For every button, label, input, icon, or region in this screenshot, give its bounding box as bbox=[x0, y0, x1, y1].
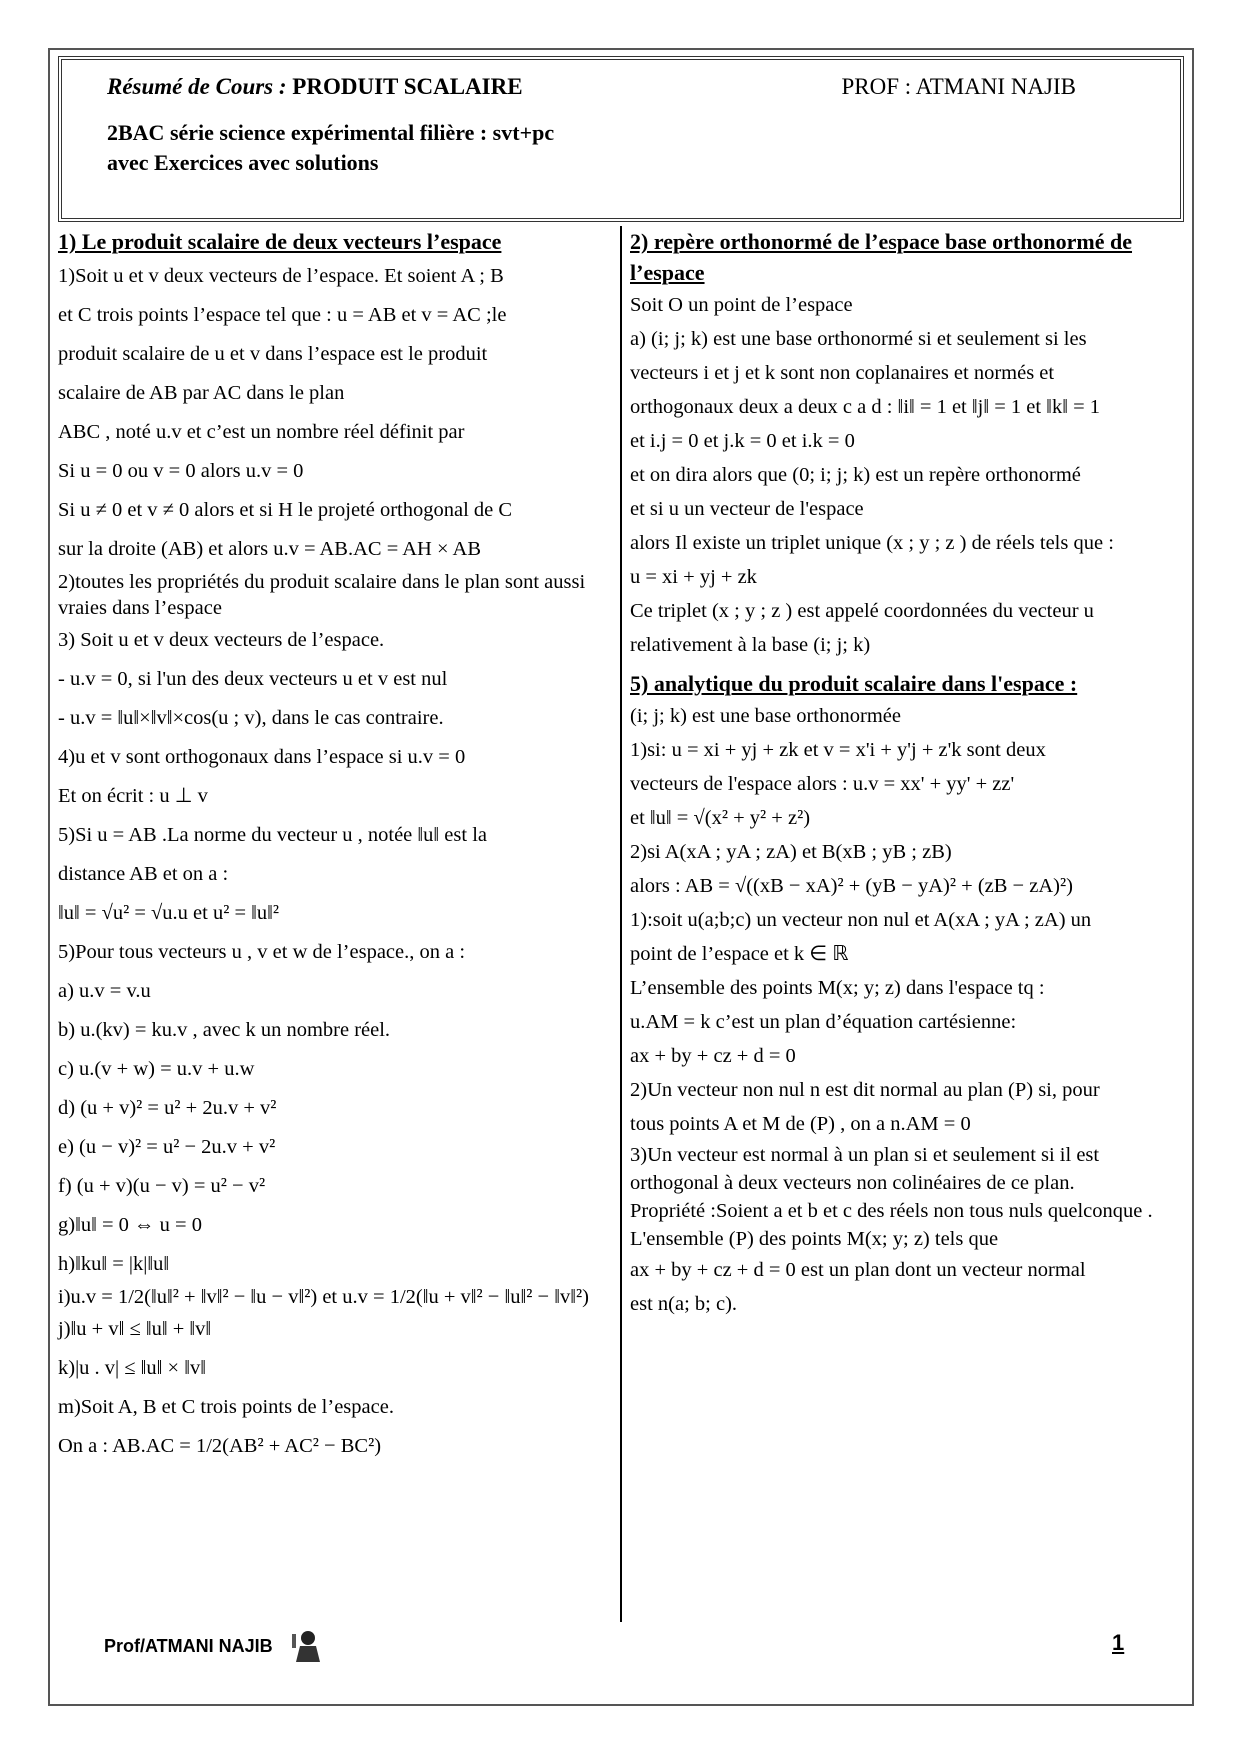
right-line-8: alors Il existe un triplet unique (x ; y ; z ) de réels tels que : bbox=[630, 532, 1114, 554]
analytic-line-1: (i; j; k) est une base orthonormée bbox=[630, 705, 901, 727]
left-line-4: scalaire de AB par AC dans le plan bbox=[58, 382, 345, 404]
analytic-line-17: est n(a; b; c). bbox=[630, 1293, 738, 1315]
left-line-14: Et on écrit : u ⊥ v bbox=[58, 785, 208, 807]
course-title-line bbox=[107, 74, 523, 100]
right-lines bbox=[630, 288, 1182, 662]
analytic-line-12: 2)Un vecteur non nul n est dit normal au plan (P) si, pour bbox=[630, 1079, 1100, 1101]
section-title-analytic: 5) analytique du produit scalaire dans l'espace : bbox=[630, 671, 1078, 696]
class-line: 2BAC série science expérimental filière : svt+pc bbox=[107, 120, 555, 145]
left-line-21: c) u.(v + w) = u.v + u.w bbox=[58, 1058, 255, 1080]
left-line-23: e) (u − v)² = u² − 2u.v + v² bbox=[58, 1136, 276, 1158]
left-line-17: ‖u‖ = √u² = √u.u et u² = ‖u‖² bbox=[58, 902, 280, 924]
right-line-11: relativement à la base (i; j; k) bbox=[630, 634, 871, 656]
left-line-7: Si u ≠ 0 et v ≠ 0 alors et si H le projeté orthogonal de C bbox=[58, 499, 513, 521]
right-lines2 bbox=[630, 699, 1182, 1321]
left-line-5: ABC , noté u.v et c’est un nombre réel définit par bbox=[58, 421, 465, 443]
analytic-line-16: ax + by + cz + d = 0 est un plan dont un vecteur normal bbox=[630, 1259, 1086, 1281]
header-box bbox=[58, 56, 1184, 222]
prof-name: PROF : ATMANI NAJIB bbox=[841, 74, 1076, 99]
left-column bbox=[58, 226, 610, 1466]
course-title: PRODUIT SCALAIRE bbox=[292, 74, 523, 99]
analytic-line-15: Propriété :Soient a et b et c des réels non tous nuls quelconque . L'ensemble (P) des points M(x; y; z) tels que bbox=[630, 1200, 1153, 1250]
right-line-4: orthogonaux deux a deux c a d : ‖i‖ = 1 et ‖j‖ = 1 et ‖k‖ = 1 bbox=[630, 396, 1101, 418]
page-number: 1 bbox=[1112, 1630, 1125, 1655]
analytic-line-4: et ‖u‖ = √(x² + y² + z²) bbox=[630, 807, 811, 829]
analytic-line-13: tous points A et M de (P) , on a n.AM = 0 bbox=[630, 1113, 971, 1135]
analytic-line-7: 1):soit u(a;b;c) un vecteur non nul et A(xA ; yA ; zA) un bbox=[630, 909, 1092, 931]
section-title-scalar-product: 1) Le produit scalaire de deux vecteurs l’espace bbox=[58, 229, 502, 254]
left-line-6: Si u = 0 ou v = 0 alors u.v = 0 bbox=[58, 460, 304, 482]
left-line-30: m)Soit A, B et C trois points de l’espace. bbox=[58, 1396, 394, 1418]
right-line-1: Soit O un point de l’espace bbox=[630, 294, 853, 316]
right-line-2: a) (i; j; k) est une base orthonormé si et seulement si les bbox=[630, 328, 1087, 350]
right-column bbox=[630, 226, 1182, 1321]
left-line-11: - u.v = 0, si l'un des deux vecteurs u et v est nul bbox=[58, 668, 448, 690]
analytic-line-14: 3)Un vecteur est normal à un plan si et seulement si il est orthogonal à deux vecteurs non colinéaires de ce plan. bbox=[630, 1144, 1100, 1194]
left-line-10: 3) Soit u et v deux vecteurs de l’espace. bbox=[58, 629, 385, 651]
left-line-13: 4)u et v sont orthogonaux dans l’espace si u.v = 0 bbox=[58, 746, 466, 768]
left-lines bbox=[58, 257, 610, 1466]
left-line-28: j)‖u + v‖ ≤ ‖u‖ + ‖v‖ bbox=[58, 1318, 212, 1340]
analytic-line-8: point de l’espace et k ∈ ℝ bbox=[630, 943, 849, 965]
analytic-line-6: alors : AB = √((xB − xA)² + (yB − yA)² + (zB − zA)²) bbox=[630, 875, 1073, 897]
left-line-8: sur la droite (AB) et alors u.v = AB.AC = AH × AB bbox=[58, 538, 482, 560]
analytic-line-2: 1)si: u = xi + yj + zk et v = x'i + y'j + z'k sont deux bbox=[630, 739, 1046, 761]
left-line-22: d) (u + v)² = u² + 2u.v + v² bbox=[58, 1097, 277, 1119]
right-line-10: Ce triplet (x ; y ; z ) est appelé coordonnées du vecteur u bbox=[630, 600, 1094, 622]
analytic-line-10: u.AM = k c’est un plan d’équation cartésienne: bbox=[630, 1011, 1017, 1033]
left-line-1: 1)Soit u et v deux vecteurs de l’espace. Et soient A ; B bbox=[58, 265, 504, 287]
course-label: Résumé de Cours : bbox=[107, 74, 287, 99]
left-line-9: 2)toutes les propriétés du produit scalaire dans le plan sont aussi vraies dans l’espace bbox=[58, 571, 586, 619]
right-line-6: et on dira alors que (0; i; j; k) est un repère orthonormé bbox=[630, 464, 1081, 486]
right-line-9: u = xi + yj + zk bbox=[630, 566, 757, 588]
left-line-24: f) (u + v)(u − v) = u² − v² bbox=[58, 1175, 266, 1197]
left-line-31: On a : AB.AC = 1/2(AB² + AC² − BC²) bbox=[58, 1435, 382, 1457]
left-line-27: i)u.v = 1/2(‖u‖² + ‖v‖² − ‖u − v‖²) et u.v = 1/2(‖u + v‖² − ‖u‖² − ‖v‖²) bbox=[58, 1286, 589, 1308]
left-line-18: 5)Pour tous vecteurs u , v et w de l’espace., on a : bbox=[58, 941, 466, 963]
left-line-3: produit scalaire de u et v dans l’espace est le produit bbox=[58, 343, 488, 365]
right-line-7: et si u un vecteur de l'espace bbox=[630, 498, 864, 520]
left-line-2: et C trois points l’espace tel que : u = AB et v = AC ;le bbox=[58, 304, 507, 326]
left-line-19: a) u.v = v.u bbox=[58, 980, 151, 1002]
section-title-orthonormal: 2) repère orthonormé de l’espace base orthonormé de l’espace bbox=[630, 229, 1133, 285]
left-line-25: g)‖u‖ = 0 ⇔ u = 0 bbox=[58, 1214, 202, 1236]
left-line-15: 5)Si u = AB .La norme du vecteur u , notée ‖u‖ est la bbox=[58, 824, 487, 846]
column-divider bbox=[620, 226, 622, 1622]
analytic-line-9: L’ensemble des points M(x; y; z) dans l'espace tq : bbox=[630, 977, 1045, 999]
right-line-5: et i.j = 0 et j.k = 0 et i.k = 0 bbox=[630, 430, 855, 452]
left-line-16: distance AB et on a : bbox=[58, 863, 229, 885]
footer-author: Prof/ATMANI NAJIB bbox=[104, 1636, 273, 1656]
analytic-line-3: vecteurs de l'espace alors : u.v = xx' + yy' + zz' bbox=[630, 773, 1015, 795]
right-line-3: vecteurs i et j et k sont non coplanaires et normés et bbox=[630, 362, 1055, 384]
analytic-line-11: ax + by + cz + d = 0 bbox=[630, 1045, 796, 1067]
left-line-12: - u.v = ‖u‖×‖v‖×cos(u ; v), dans le cas contraire. bbox=[58, 707, 444, 729]
exercises-line: avec Exercices avec solutions bbox=[107, 150, 379, 175]
author-logo-icon bbox=[288, 1628, 324, 1664]
left-line-26: h)‖ku‖ = |k|‖u‖ bbox=[58, 1253, 170, 1275]
left-line-20: b) u.(kv) = ku.v , avec k un nombre réel. bbox=[58, 1019, 391, 1041]
analytic-line-5: 2)si A(xA ; yA ; zA) et B(xB ; yB ; zB) bbox=[630, 841, 952, 863]
left-line-29: k)|u . v| ≤ ‖u‖ × ‖v‖ bbox=[58, 1357, 206, 1379]
